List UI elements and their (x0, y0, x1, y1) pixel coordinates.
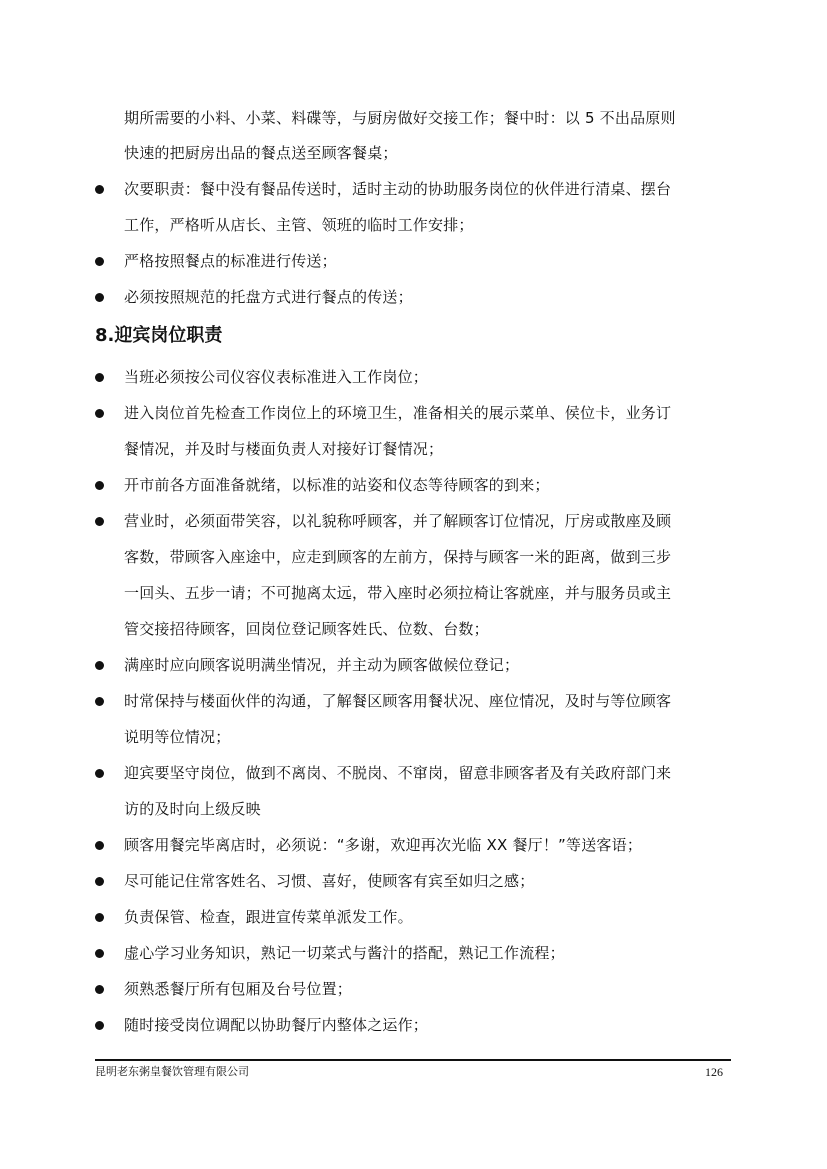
bullet-icon (95, 769, 104, 778)
bullet-icon (95, 373, 104, 382)
list-item-line: 管交接招待顾客，回岗位登记顾客姓氏、位数、台数； (124, 620, 489, 638)
list-item-line: 访的及时向上级反映 (124, 800, 261, 818)
bullet-icon (95, 257, 104, 266)
section-heading: 8.迎宾岗位职责 (95, 325, 223, 346)
list-item-line: 随时接受岗位调配以协助餐厅内整体之运作； (124, 1016, 429, 1034)
bullet-icon (95, 913, 104, 922)
bullet-icon (95, 841, 104, 850)
page-number: 126 (705, 1065, 723, 1079)
bullet-icon (95, 481, 104, 490)
bullet-icon (95, 877, 104, 886)
list-item-line: 一回头、五步一请；不可抛离太远，带入座时必须拉椅让客就座，并与服务员或主 (124, 584, 672, 602)
list-item-line: 当班必须按公司仪容仪表标准进入工作岗位； (124, 368, 429, 386)
list-item-line: 营业时，必须面带笑容，以礼貌称呼顾客，并了解顾客订位情况，厅房或散座及顾 (124, 512, 672, 530)
bullet-icon (95, 985, 104, 994)
bullet-icon (95, 949, 104, 958)
list-item-line: 顾客用餐完毕离店时，必须说：“多谢，欢迎再次光临 XX 餐厅！”等送客语； (124, 836, 643, 854)
list-item-line: 开市前各方面准备就绪，以标准的站姿和仪态等待顾客的到来； (124, 476, 550, 494)
bullet-icon (95, 661, 104, 670)
continuation-line: 期所需要的小料、小菜、料碟等，与厨房做好交接工作；餐中时：以 5 不出品原则 (124, 109, 676, 127)
bullet-icon (95, 293, 104, 302)
bullet-icon (95, 517, 104, 526)
footer-company: 昆明老东粥皇餐饮管理有限公司 (95, 1065, 249, 1078)
list-item-line: 客数，带顾客入座途中，应走到顾客的左前方，保持与顾客一米的距离，做到三步 (124, 548, 672, 566)
continuation-line: 快速的把厨房出品的餐点送至顾客餐桌； (124, 144, 398, 162)
list-item-line: 时常保持与楼面伙伴的沟通，了解餐区顾客用餐状况、座位情况，及时与等位顾客 (124, 692, 672, 710)
list-item-line: 虚心学习业务知识，熟记一切菜式与酱汁的搭配，熟记工作流程； (124, 944, 565, 962)
footer-divider (95, 1059, 731, 1061)
bullet-icon (95, 185, 104, 194)
list-item-line: 餐情况，并及时与楼面负责人对接好订餐情况； (124, 440, 444, 458)
list-item-line: 说明等位情况； (124, 728, 231, 746)
list-item-line: 须熟悉餐厅所有包厢及台号位置； (124, 980, 353, 998)
list-item-line: 尽可能记住常客姓名、习惯、喜好，使顾客有宾至如归之感； (124, 872, 535, 890)
list-item-line: 迎宾要坚守岗位，做到不离岗、不脱岗、不窜岗，留意非顾客者及有关政府部门来 (124, 764, 672, 782)
list-item-line: 严格按照餐点的标准进行传送； (124, 252, 337, 270)
list-item-line: 进入岗位首先检查工作岗位上的环境卫生，准备相关的展示菜单、侯位卡，业务订 (124, 404, 672, 422)
list-item-line: 满座时应向顾客说明满坐情况，并主动为顾客做候位登记； (124, 656, 520, 674)
list-item-line: 必须按照规范的托盘方式进行餐点的传送； (124, 288, 413, 306)
list-item-line: 负责保管、检查，跟进宣传菜单派发工作。 (124, 908, 413, 926)
bullet-icon (95, 697, 104, 706)
bullet-icon (95, 1021, 104, 1030)
bullet-icon (95, 409, 104, 418)
list-item-line: 次要职责：餐中没有餐品传送时，适时主动的协助服务岗位的伙伴进行清桌、摆台 (124, 180, 672, 198)
list-item-line: 工作，严格听从店长、主管、领班的临时工作安排； (124, 216, 474, 234)
